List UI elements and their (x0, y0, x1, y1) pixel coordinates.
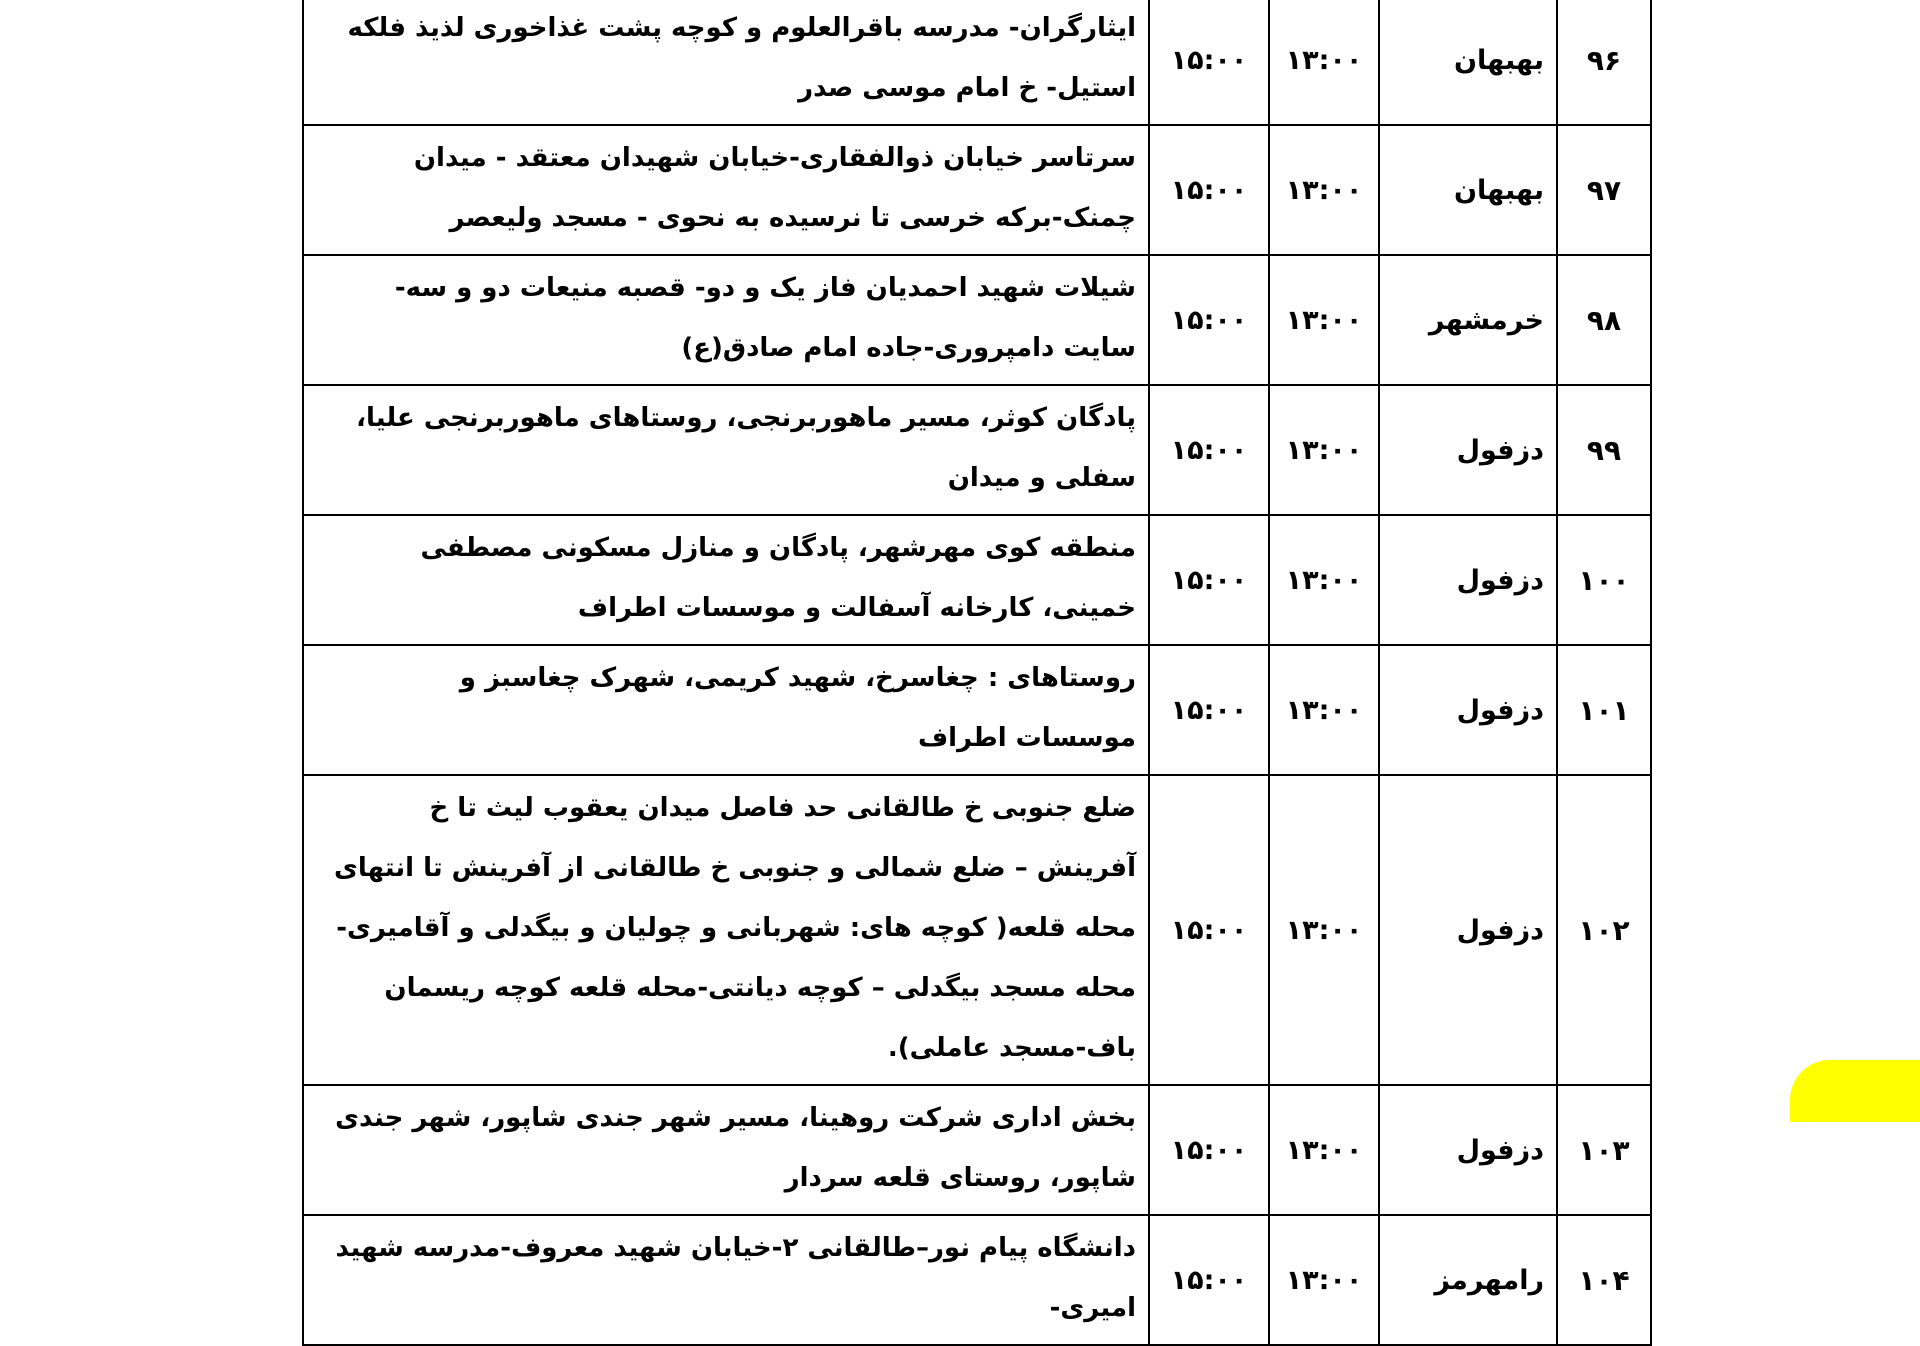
table-row (303, 775, 1651, 1085)
end-time: ۱۵:۰۰ (1149, 0, 1269, 125)
end-time: ۱۵:۰۰ (1149, 775, 1269, 1085)
area-description: شیلات شهید احمدیان فاز یک و دو- قصبه منیعات دو و سه-سایت دامپروری-جاده امام صادق(ع) (303, 255, 1149, 385)
city-name: دزفول (1379, 775, 1557, 1085)
end-time: ۱۵:۰۰ (1149, 385, 1269, 515)
row-number: ۱۰۲ (1557, 775, 1651, 1085)
area-description: ایثارگران- مدرسه باقرالعلوم و کوچه پشت غذاخوری لذیذ فلکه استیل- خ امام موسی صدر (303, 0, 1149, 125)
city-name: بهبهان (1379, 125, 1557, 255)
row-number: ۱۰۳ (1557, 1085, 1651, 1215)
city-name: دزفول (1379, 515, 1557, 645)
row-number: ۹۹ (1557, 385, 1651, 515)
row-number: ۱۰۴ (1557, 1215, 1651, 1345)
table-row (303, 125, 1651, 255)
start-time: ۱۳:۰۰ (1269, 255, 1379, 385)
table-row (303, 385, 1651, 515)
start-time: ۱۳:۰۰ (1269, 125, 1379, 255)
city-name: دزفول (1379, 645, 1557, 775)
row-number: ۹۸ (1557, 255, 1651, 385)
row-number: ۹۷ (1557, 125, 1651, 255)
row-number: ۱۰۰ (1557, 515, 1651, 645)
table-row (303, 515, 1651, 645)
area-description: بخش اداری شرکت روهینا، مسیر شهر جندی شاپور، شهر جندی شاپور، روستای قلعه سردار (303, 1085, 1149, 1215)
outage-table-wrapper (302, 0, 1650, 1346)
end-time: ۱۵:۰۰ (1149, 1215, 1269, 1345)
end-time: ۱۵:۰۰ (1149, 1085, 1269, 1215)
table-row (303, 1085, 1651, 1215)
city-name: رامهرمز (1379, 1215, 1557, 1345)
area-description: منطقه کوی مهرشهر، پادگان و منازل مسکونی مصطفی خمینی، کارخانه آسفالت و موسسات اطراف (303, 515, 1149, 645)
area-description: روستاهای : چغاسرخ، شهید کریمی، شهرک چغاسبز و موسسات اطراف (303, 645, 1149, 775)
city-name: دزفول (1379, 385, 1557, 515)
area-description: ضلع جنوبی خ طالقانی حد فاصل میدان یعقوب لیث تا خ آفرینش – ضلع شمالی و جنوبی خ طالقانی از آفرینش تا انتهای محله قلعه( کوچه های: شهربانی و چولیان و بیگدلی و آقامیری-محله مسجد بیگدلی – کوچه دیانتی-محله قلعه کوچه ریسمان باف-مسجد عاملی). (303, 775, 1149, 1085)
city-name: بهبهان (1379, 0, 1557, 125)
city-name: دزفول (1379, 1085, 1557, 1215)
start-time: ۱۳:۰۰ (1269, 515, 1379, 645)
area-description: دانشگاه پیام نور–طالقانی ۲-خیابان شهید معروف-مدرسه شهید امیری- (303, 1215, 1149, 1345)
area-description: پادگان کوثر، مسیر ماهوربرنجی، روستاهای ماهوربرنجی علیا، سفلی و میدان (303, 385, 1149, 515)
start-time: ۱۳:۰۰ (1269, 1085, 1379, 1215)
start-time: ۱۳:۰۰ (1269, 775, 1379, 1085)
end-time: ۱۵:۰۰ (1149, 515, 1269, 645)
end-time: ۱۵:۰۰ (1149, 645, 1269, 775)
table-row (303, 255, 1651, 385)
row-number: ۹۶ (1557, 0, 1651, 125)
yellow-highlight-mark (1790, 1060, 1920, 1122)
city-name: خرمشهر (1379, 255, 1557, 385)
end-time: ۱۵:۰۰ (1149, 125, 1269, 255)
start-time: ۱۳:۰۰ (1269, 645, 1379, 775)
table-row (303, 1215, 1651, 1345)
start-time: ۱۳:۰۰ (1269, 0, 1379, 125)
outage-schedule-table (302, 0, 1652, 1346)
start-time: ۱۳:۰۰ (1269, 385, 1379, 515)
end-time: ۱۵:۰۰ (1149, 255, 1269, 385)
start-time: ۱۳:۰۰ (1269, 1215, 1379, 1345)
table-row (303, 645, 1651, 775)
table-row (303, 0, 1651, 125)
area-description: سرتاسر خیابان ذوالفقاری-خیابان شهیدان معتقد - میدان چمنک-برکه خرسی تا نرسیده به نحوی - مسجد ولیعصر (303, 125, 1149, 255)
row-number: ۱۰۱ (1557, 645, 1651, 775)
